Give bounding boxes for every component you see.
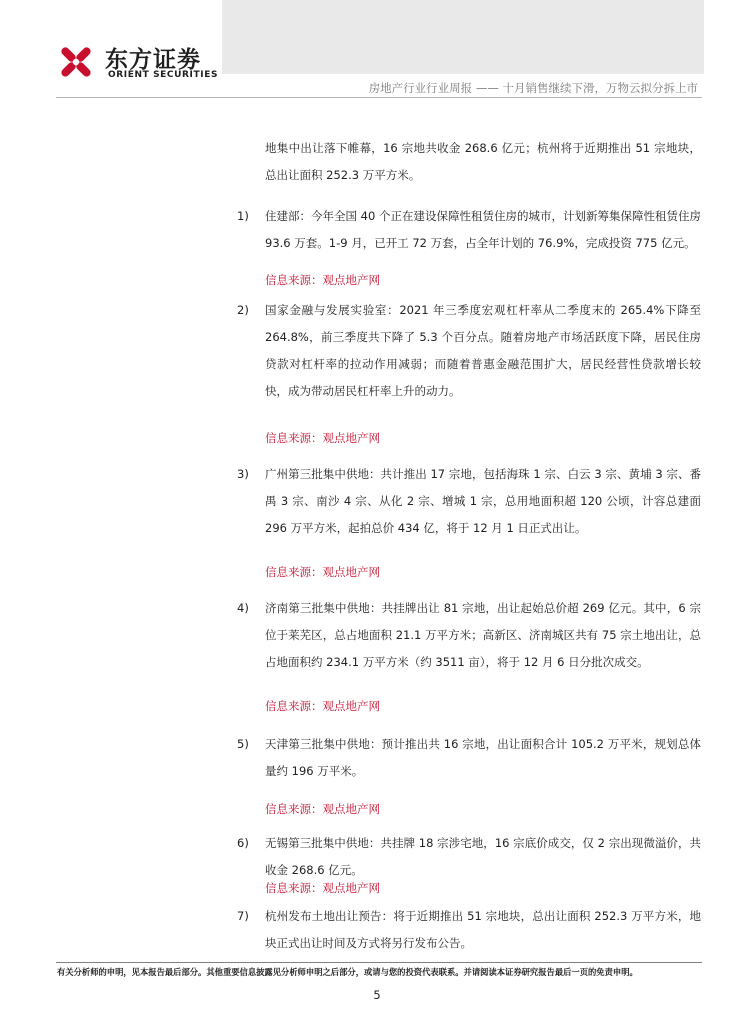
- item-number-3: 3): [237, 467, 249, 481]
- item-number-1: 1): [237, 209, 249, 223]
- item-number-6: 6): [237, 836, 249, 850]
- item-number-4: 4): [237, 601, 249, 615]
- item-text-4: 济南第三批集中供地：共挂牌出让 81 宗地，出让起始总价超 269 亿元。其中，6 宗位于莱芜区，总占地面积 21.1 万平方米；高新区、济南城区共有 75 宗土地出让，总占地面积约 234.1 万平方米（约 3511 亩），将于 12 月 6 日分批次成交。: [265, 601, 701, 669]
- item-number-2: 2): [237, 303, 249, 317]
- item-text-5: 天津第三批集中供地：预计推出共 16 宗地，出让面积合计 105.2 万平米，规划总体量约 196 万平米。: [265, 737, 701, 778]
- item-text-6: 无锡第三批集中供地：共挂牌 18 宗涉宅地，16 宗底价成交，仅 2 宗出现微溢价，共收金 268.6 亿元。: [265, 836, 701, 877]
- item-source-4: 信息来源：观点地产网: [265, 699, 380, 713]
- logo-english-name: ORIENT SECURITIES: [108, 70, 219, 80]
- item-source-2: 信息来源：观点地产网: [265, 431, 380, 445]
- intro-continuation: 地集中出让落下帷幕，16 宗地共收金 268.6 亿元；杭州将于近期推出 51 宗地块，总出让面积 252.3 万平方米。: [265, 141, 701, 182]
- item-number-7: 7): [237, 909, 249, 923]
- item-text-3: 广州第三批集中供地：共计推出 17 宗地，包括海珠 1 宗、白云 3 宗、黄埔 3 宗、番禺 3 宗、南沙 4 宗、从化 2 宗、增城 1 宗，总用地面积超 120 公顷，计容总建面 296 万平方米，起拍总价 434 亿，将于 12 月 1 日正式出让。: [265, 467, 701, 535]
- item-source-3: 信息来源：观点地产网: [265, 565, 380, 579]
- item-source-5: 信息来源：观点地产网: [265, 802, 380, 816]
- item-text-2: 国家金融与发展实验室：2021 年三季度宏观杠杆率从二季度末的 265.4%下降至 264.8%，前三季度共下降了 5.3 个百分点。随着房地产市场活跃度下降，居民住房贷款对杠杆率的拉动作用减弱；而随着普惠金融范围扩大，居民经营性贷款增长较快，成为带动居民杠杆率上升的动力。: [265, 303, 701, 398]
- footer-disclaimer: 有关分析师的申明，见本报告最后部分。其他重要信息披露见分析师申明之后部分，或请与您的投资代表联系。并请阅读本证券研究报告最后一页的免责申明。: [57, 967, 638, 977]
- header-divider: [56, 97, 702, 98]
- item-number-5: 5): [237, 737, 249, 751]
- item-source-1: 信息来源：观点地产网: [265, 273, 380, 287]
- item-source-6: 信息来源：观点地产网: [265, 881, 380, 895]
- logo-chinese-name: 东方证劵: [105, 47, 201, 73]
- footer-divider: [56, 962, 702, 963]
- item-text-1: 住建部：今年全国 40 个正在建设保障性租赁住房的城市，计划新筹集保障性租赁住房 93.6 万套。1-9 月，已开工 72 万套，占全年计划的 76.9%，完成投资 775 亿元。: [265, 209, 701, 250]
- orient-securities-logo-icon: [56, 42, 96, 82]
- report-title: 房地产行业行业周报 —— 十月销售继续下滑，万物云拟分拆上市: [368, 81, 698, 95]
- item-text-7: 杭州发布土地出让预告：将于近期推出 51 宗地块，总出让面积 252.3 万平方米，地块正式出让时间及方式将另行发布公告。: [265, 909, 701, 950]
- header-gray-block: [222, 0, 704, 74]
- page-number: 5: [373, 988, 381, 1002]
